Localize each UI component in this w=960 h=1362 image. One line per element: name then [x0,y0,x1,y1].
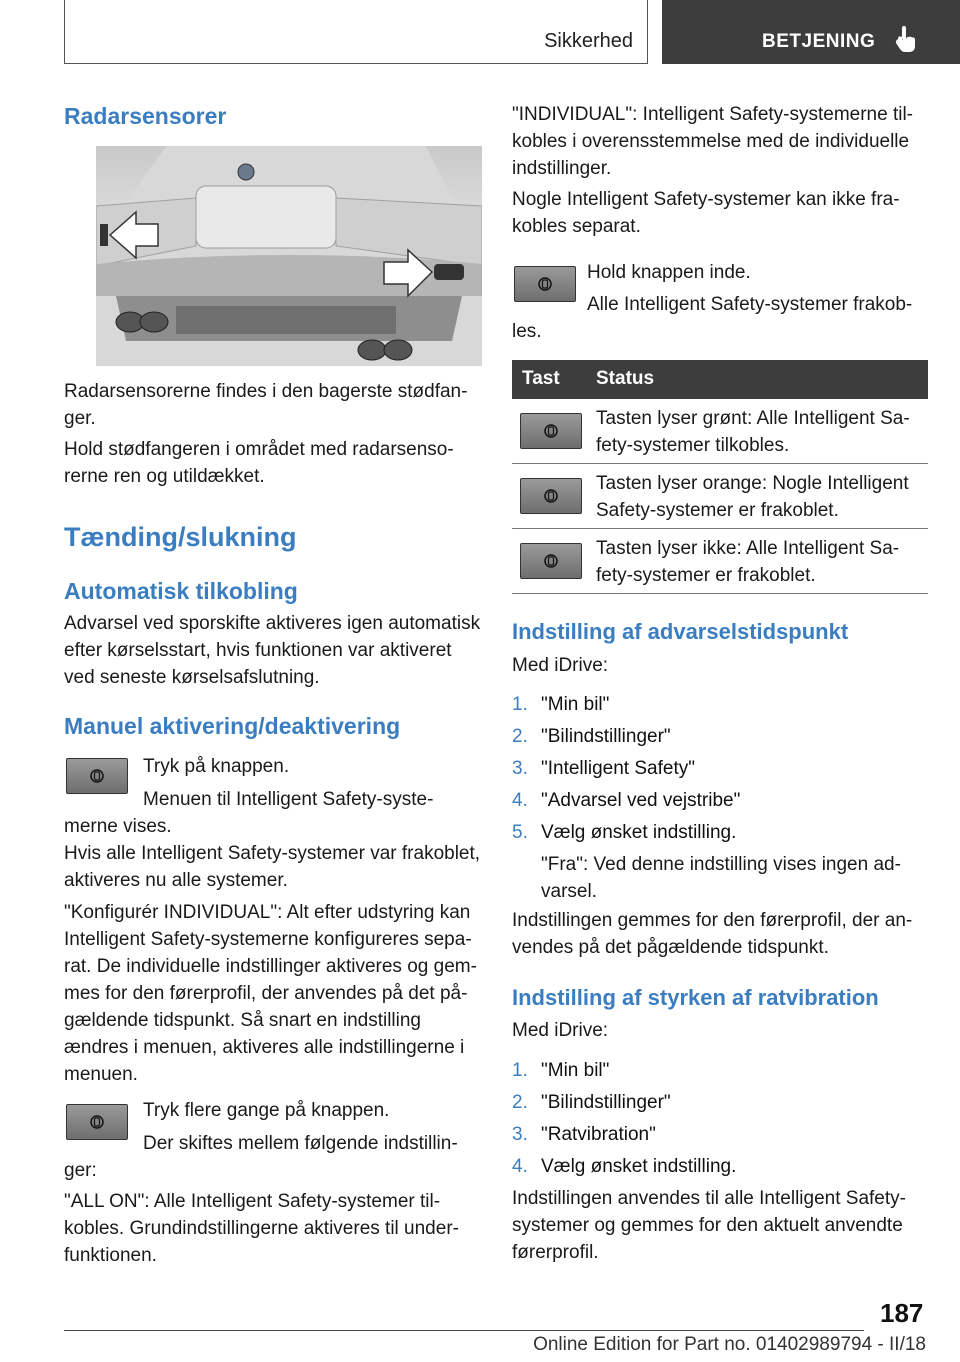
col-status-header: Status [596,368,655,389]
safety-button-image [520,413,582,449]
hand-pointer-icon [894,24,918,54]
vibration-after: Indstillingen anvendes til alle Intelligent Safety-systemer og gemmes for den aktuelt anvendte førerprofil. [512,1188,906,1263]
hold-step-1: Hold knappen inde. [587,262,751,283]
edition-text: Online Edition for Part no. 01402989794 - II/18 [533,1334,926,1355]
chapter-title: BETJENING [762,31,876,52]
status-text: Tasten lyser orange: Nogle Intelligent Safety-systemer er frakoblet. [596,473,909,521]
warning-note: "Fra": Ved denne indstilling vises ingen ad-varsel. [541,854,901,902]
some-systems-paragraph: Nogle Intelligent Safety-systemer kan ikke fra-kobles separat. [512,189,900,237]
status-text: Tasten lyser grønt: Alle Intelligent Sa-fety-systemer tilkobles. [596,408,910,456]
safety-button-image [520,543,582,579]
manual-step-2: Menuen til Intelligent Safety-syste-merne vises. [64,789,434,837]
table-header [512,360,928,399]
page-number: 187 [880,1298,924,1328]
section-title: Sikkerhed [544,30,633,52]
table-row [512,399,928,464]
safety-car-icon [89,1114,105,1130]
auto-paragraph: Advarsel ved sporskifte aktiveres igen automatisk efter kørselsstart, hvis funktionen var aktiveret ved seneste kørselsafslutning. [64,613,481,688]
vibration-heading: Indstilling af styrken af ratvibration [512,985,879,1010]
warning-time-heading: Indstilling af advarselstidspunkt [512,619,849,644]
hold-step-2: Alle Intelligent Safety-systemer frakob-les. [512,294,913,342]
manual-paragraph-1: Hvis alle Intelligent Safety-systemer var frakoblet, aktiveres nu alle systemer. [64,843,481,891]
manual-heading: Manuel aktivering/deaktivering [64,713,401,739]
auto-heading: Automatisk tilkobling [64,578,298,604]
header-section-box [64,0,648,64]
vibration-intro: Med iDrive: [512,1020,609,1041]
footer-divider [64,1330,864,1331]
radar-paragraph-2: Hold stødfangeren i området med radarsenso-rerne ren og utildækket. [64,439,454,487]
manual-paragraph-2: "Konfigurér INDIVIDUAL": Alt efter udstyring kan Intelligent Safety-systemerne konfigureres sepa-rat. De individuelle indstillinger aktiveres og gem-mes for den førerprofil, der anvendes på det på-gældende tidspunkt. Så snart en indstilling ændres i menuen, aktiveres alle indstillingerne i menuen. [64,902,477,1085]
radar-heading: Radarsensorer [64,103,227,129]
all-on-paragraph: "ALL ON": Alle Intelligent Safety-systemer til-kobles. Grundindstillingerne aktiveres til under-funktionen. [64,1191,459,1266]
car-rear-radar-image [96,146,482,366]
col-key-header: Tast [522,368,560,389]
onoff-heading: Tænding/slukning [64,522,297,552]
individual-paragraph: "INDIVIDUAL": Intelligent Safety-systemerne til-kobles i overensstemmelse med de individuelle indstillinger. [512,104,914,179]
safety-car-icon [543,488,559,504]
table-row [512,529,928,594]
status-text: Tasten lyser ikke: Alle Intelligent Sa-fety-systemer er frakoblet. [596,538,900,586]
safety-car-icon [537,276,553,292]
warning-after: Indstillingen gemmes for den førerprofil, der an-vendes på det pågældende tidspunkt. [512,910,913,958]
header-chapter-box [662,0,960,64]
multi-step-2: Der skiftes mellem følgende indstillin-ger: [64,1133,458,1181]
safety-car-icon [543,553,559,569]
safety-button-image [520,478,582,514]
safety-car-icon [89,768,105,784]
table-row [512,464,928,529]
status-table [512,360,928,594]
manual-step-1: Tryk på knappen. [143,756,290,777]
safety-car-icon [543,423,559,439]
warning-intro: Med iDrive: [512,655,609,676]
multi-step-1: Tryk flere gange på knappen. [143,1100,390,1121]
radar-paragraph-1: Radarsensorerne findes i den bagerste stødfan-ger. [64,381,468,429]
